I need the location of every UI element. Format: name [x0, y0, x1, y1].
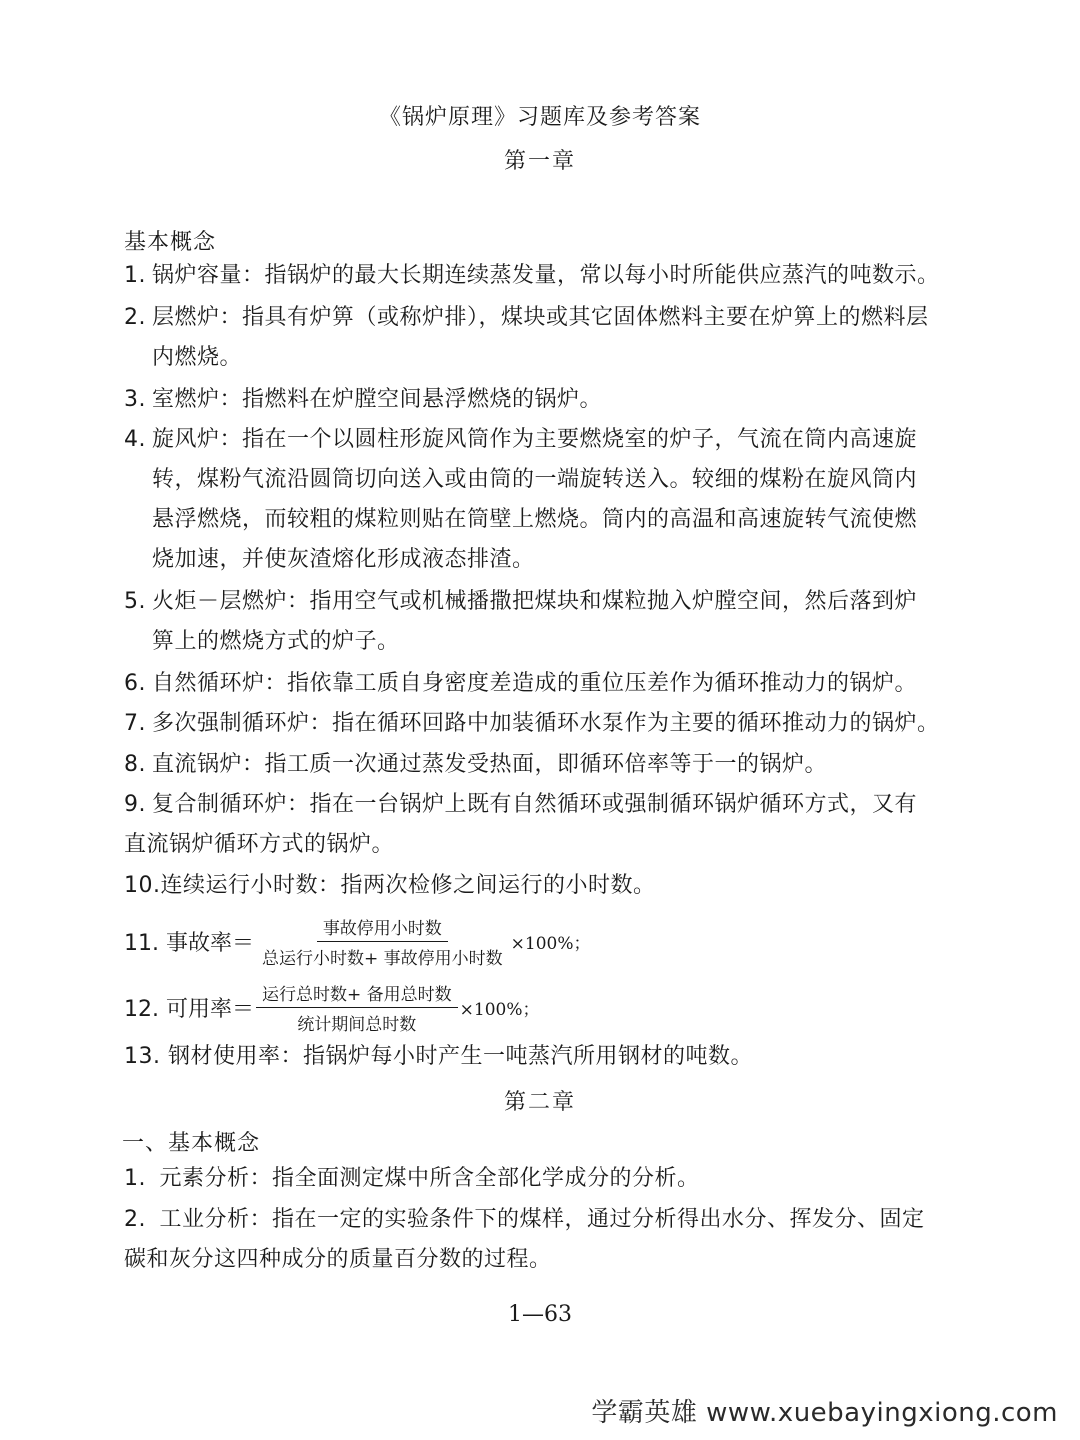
- formula-accident-rate: [124, 914, 591, 969]
- list-item: 4. 旋风炉：指在一个以圆柱形旋风筒作为主要燃烧室的炉子，气流在筒内高速旋 转，煤粉气流沿圆筒切向送入或由筒的一端旋转送入。较细的煤粉在旋风筒内 悬浮燃烧，而较粗的煤粒则贴在筒壁上燃烧。筒内的高温和高速旋转气流使燃 烧加速，并使灰渣熔化形成液态排渣。: [124, 427, 918, 572]
- watermark: 学霸英雄 www.xuebayingxiong.com: [591, 1398, 1058, 1428]
- list-item: 10.连续运行小时数：指两次检修之间运行的小时数。: [124, 873, 656, 898]
- fraction-numerator: 运行总时数+ 备用总时数: [256, 980, 458, 1008]
- list-item: 2. 层燃炉：指具有炉箅（或称炉排），煤块或其它固体燃料主要在炉箅上的燃料层 内燃烧。: [124, 305, 929, 370]
- fraction: [256, 980, 458, 1035]
- formula-suffix: ×100%；: [459, 1000, 540, 1020]
- list-item: 8. 直流锅炉：指工质一次通过蒸发受热面，即循环倍率等于一的锅炉。: [124, 752, 828, 777]
- section-basic-concepts-1: 基本概念: [124, 230, 217, 255]
- formula-suffix: ×100%；: [510, 934, 591, 954]
- fraction-numerator: 事故停用小时数: [317, 914, 448, 942]
- page-number: 1—63: [508, 1302, 572, 1327]
- list-item: 1. 元素分析：指全面测定煤中所含全部化学成分的分析。: [124, 1166, 700, 1191]
- list-item: 3. 室燃炉：指燃料在炉膛空间悬浮燃烧的锅炉。: [124, 387, 603, 412]
- list-item: 9. 复合制循环炉：指在一台锅炉上既有自然循环或强制循环锅炉循环方式，又有 直流锅炉循环方式的锅炉。: [124, 792, 918, 857]
- document-title: 《锅炉原理》习题库及参考答案: [378, 105, 701, 130]
- list-item: 5. 火炬－层燃炉：指用空气或机械播撒把煤块和煤粒抛入炉膛空间，然后落到炉 箅上的燃烧方式的炉子。: [124, 589, 918, 654]
- fraction-denominator: 统计期间总时数: [297, 1015, 417, 1035]
- fraction: [256, 914, 509, 969]
- formula-label: 12. 可用率＝: [124, 997, 254, 1022]
- list-item: 13. 钢材使用率：指锅炉每小时产生一吨蒸汽所用钢材的吨数。: [124, 1044, 753, 1069]
- fraction-denominator: 总运行小时数+ 事故停用小时数: [261, 949, 503, 969]
- list-item: 6. 自然循环炉：指依靠工质自身密度差造成的重位压差作为循环推动力的锅炉。: [124, 671, 918, 696]
- list-item: 7. 多次强制循环炉：指在循环回路中加装循环水泵作为主要的循环推动力的锅炉。: [124, 711, 940, 736]
- chapter-2-heading: 第二章: [503, 1090, 576, 1115]
- section-basic-concepts-2: 一、基本概念: [122, 1131, 261, 1156]
- formula-label: 11. 事故率＝: [124, 931, 254, 956]
- chapter-1-heading: 第一章: [503, 149, 576, 174]
- list-item: 1. 锅炉容量：指锅炉的最大长期连续蒸发量，常以每小时所能供应蒸汽的吨数示。: [124, 263, 940, 288]
- list-item: 2. 工业分析：指在一定的实验条件下的煤样，通过分析得出水分、挥发分、固定 碳和灰分这四种成分的质量百分数的过程。: [124, 1207, 925, 1272]
- formula-availability-rate: [124, 980, 540, 1035]
